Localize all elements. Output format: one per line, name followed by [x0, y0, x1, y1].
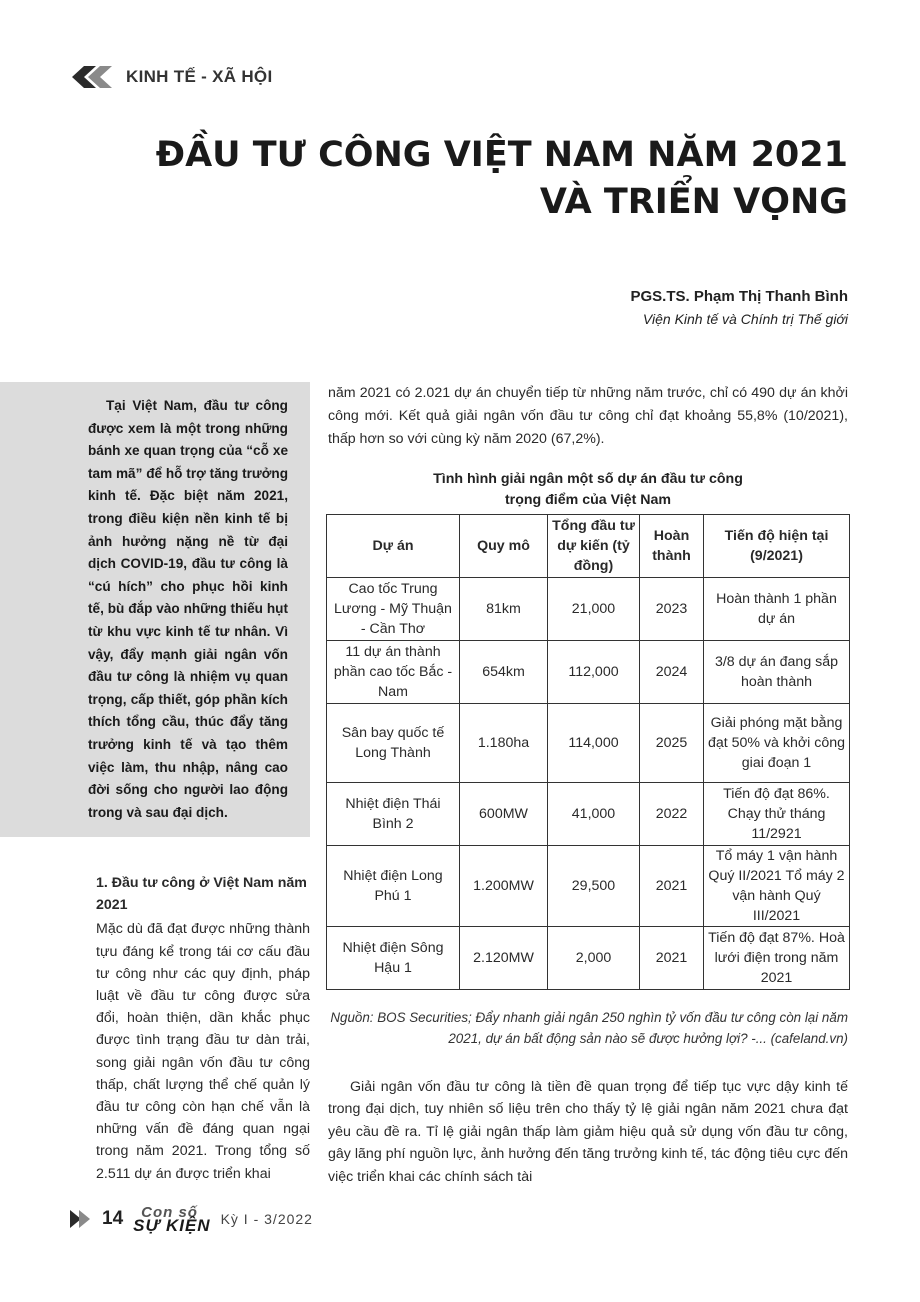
- section-1-heading: 1. Đầu tư công ở Việt Nam năm 2021: [96, 875, 307, 914]
- section-header: [72, 64, 272, 90]
- cell-scale: 1.200MW: [460, 846, 548, 927]
- cell-project: Cao tốc Trung Lương - Mỹ Thuận - Cần Thơ: [327, 578, 460, 641]
- cell-project: Nhiệt điện Sông Hậu 1: [327, 927, 460, 990]
- header-completion: Hoàn thành: [640, 515, 704, 578]
- table-row: [327, 783, 850, 846]
- cell-completion: 2023: [640, 578, 704, 641]
- cell-progress: Tiến độ đạt 86%. Chạy thử tháng 11/2921: [704, 783, 850, 846]
- cell-investment: 21,000: [548, 578, 640, 641]
- table-row: [327, 846, 850, 927]
- table-header-row: [327, 515, 850, 578]
- article-title: [88, 132, 848, 226]
- table-row: [327, 927, 850, 990]
- header-progress: Tiến độ hiện tại (9/2021): [704, 515, 850, 578]
- title-line-1: ĐẦU TƯ CÔNG VIỆT NAM NĂM 2021: [155, 135, 848, 175]
- disbursement-table: [326, 514, 850, 990]
- author-name: PGS.TS. Phạm Thị Thanh Bình: [630, 288, 848, 305]
- section-label: KINH TẾ - XÃ HỘI: [126, 67, 273, 86]
- intro-paragraph: năm 2021 có 2.021 dự án chuyển tiếp từ những năm trước, chỉ có 490 dự án khởi công mới. Kết quả giải ngân vốn đầu tư công chỉ đạt khoảng 55,8% (10/2021), thấp hơn so với cùng kỳ năm 2020 (67,2%).: [328, 385, 848, 447]
- abstract: [88, 395, 288, 824]
- header-scale: Quy mô: [460, 515, 548, 578]
- table-row: [327, 704, 850, 783]
- cell-progress: Giải phóng mặt bằng đạt 50% và khởi công giai đoạn 1: [704, 704, 850, 783]
- cell-project: Nhiệt điện Thái Bình 2: [327, 783, 460, 846]
- cell-scale: 2.120MW: [460, 927, 548, 990]
- cell-progress: Tiến độ đạt 87%. Hoà lưới điện trong năm 2021: [704, 927, 850, 990]
- cell-investment: 41,000: [548, 783, 640, 846]
- cell-project: Sân bay quốc tế Long Thành: [327, 704, 460, 783]
- table-title-line-1: Tình hình giải ngân một số dự án đầu tư công: [433, 471, 743, 487]
- page-number: 14: [102, 1208, 124, 1229]
- author-block: [630, 286, 848, 330]
- cell-investment: 2,000: [548, 927, 640, 990]
- cell-progress: 3/8 dự án đang sắp hoàn thành: [704, 641, 850, 704]
- cell-completion: 2021: [640, 846, 704, 927]
- header-investment: Tổng đầu tư dự kiến (tỷ đồng): [548, 515, 640, 578]
- double-chevron-icon: [72, 64, 118, 90]
- cell-scale: 600MW: [460, 783, 548, 846]
- table-title-line-2: trọng điểm của Việt Nam: [504, 492, 672, 508]
- cell-completion: 2024: [640, 641, 704, 704]
- cell-scale: 81km: [460, 578, 548, 641]
- table-row: [327, 641, 850, 704]
- table-row: [327, 578, 850, 641]
- header-project: Dự án: [327, 515, 460, 578]
- table-source: Nguồn: BOS Securities; Đẩy nhanh giải ngân 250 nghìn tỷ vốn đầu tư công còn lại năm 2021, dự án bất động sản nào sẽ được hưởng lợi? -... (cafeland.vn): [330, 1010, 848, 1046]
- table-title: [328, 469, 848, 511]
- magazine-logo: Con số SỰ KIỆN: [133, 1204, 211, 1235]
- section-1-paragraph: Mặc dù đã đạt được những thành tựu đáng kể trong tái cơ cấu đầu tư công như các quy định, pháp luật về đầu tư công được sửa đổi, hoàn thiện, dần khắc phục được tình trạng đầu tư dàn trải, song giải ngân vốn đầu tư công thấp, chất lượng thể chế quản lý đầu tư công còn hạn chế vẫn là những vấn đề đáng quan ngại trong năm 2021. Trong tổng số 2.511 dự án được triển khai: [96, 921, 310, 1182]
- cell-progress: Tổ máy 1 vận hành Quý II/2021 Tổ máy 2 vận hành Quý III/2021: [704, 846, 850, 927]
- cell-progress: Hoàn thành 1 phần dự án: [704, 578, 850, 641]
- cell-completion: 2021: [640, 927, 704, 990]
- author-institution: Viện Kinh tế và Chính trị Thế giới: [642, 311, 848, 327]
- cell-scale: 1.180ha: [460, 704, 548, 783]
- play-arrow-icon: [70, 1210, 92, 1228]
- cell-completion: 2022: [640, 783, 704, 846]
- cell-investment: 29,500: [548, 846, 640, 927]
- cell-scale: 654km: [460, 641, 548, 704]
- title-line-2: VÀ TRIỂN VỌNG: [539, 182, 848, 222]
- issue-label: Kỳ I - 3/2022: [220, 1211, 313, 1227]
- cell-project: 11 dự án thành phần cao tốc Bắc - Nam: [327, 641, 460, 704]
- cell-investment: 114,000: [548, 704, 640, 783]
- cell-completion: 2025: [640, 704, 704, 783]
- page-footer: [70, 1204, 313, 1235]
- body-paragraph: Giải ngân vốn đầu tư công là tiền đề quan trọng để tiếp tục vực dậy kinh tế trong đại dịch, tuy nhiên số liệu trên cho thấy tỷ lệ giải ngân năm 2021 chưa đạt yêu cầu đề ra. Tỉ lệ giải ngân thấp làm giảm hiệu quả sử dụng vốn đầu tư công, gây lãng phí nguồn lực, ảnh hưởng đến tăng trưởng kinh tế, tác động tiêu cực đến việc triển khai các chính sách tài: [328, 1079, 848, 1185]
- abstract-paragraph: Tại Việt Nam, đầu tư công được xem là một trong những bánh xe quan trọng của “cỗ xe tam mã” để hỗ trợ tăng trưởng kinh tế. Đặc biệt năm 2021, trong điều kiện nền kinh tế bị ảnh hưởng nặng nề từ đại dịch COVID-19, đầu tư công là “cú hích” cho phục hồi kinh tế, bù đắp vào những thiếu hụt từ khu vực kinh tế tư nhân. Vì vậy, đẩy mạnh giải ngân vốn đầu tư công là nhiệm vụ quan trọng, cấp thiết, góp phần kích thích tổng cầu, thúc đẩy tăng trưởng kinh tế và tạo thêm việc làm, thu nhập, nâng cao đời sống cho người lao động trong và sau đại dịch.: [88, 398, 288, 820]
- cell-project: Nhiệt điện Long Phú 1: [327, 846, 460, 927]
- section-1: [96, 872, 310, 1185]
- cell-investment: 112,000: [548, 641, 640, 704]
